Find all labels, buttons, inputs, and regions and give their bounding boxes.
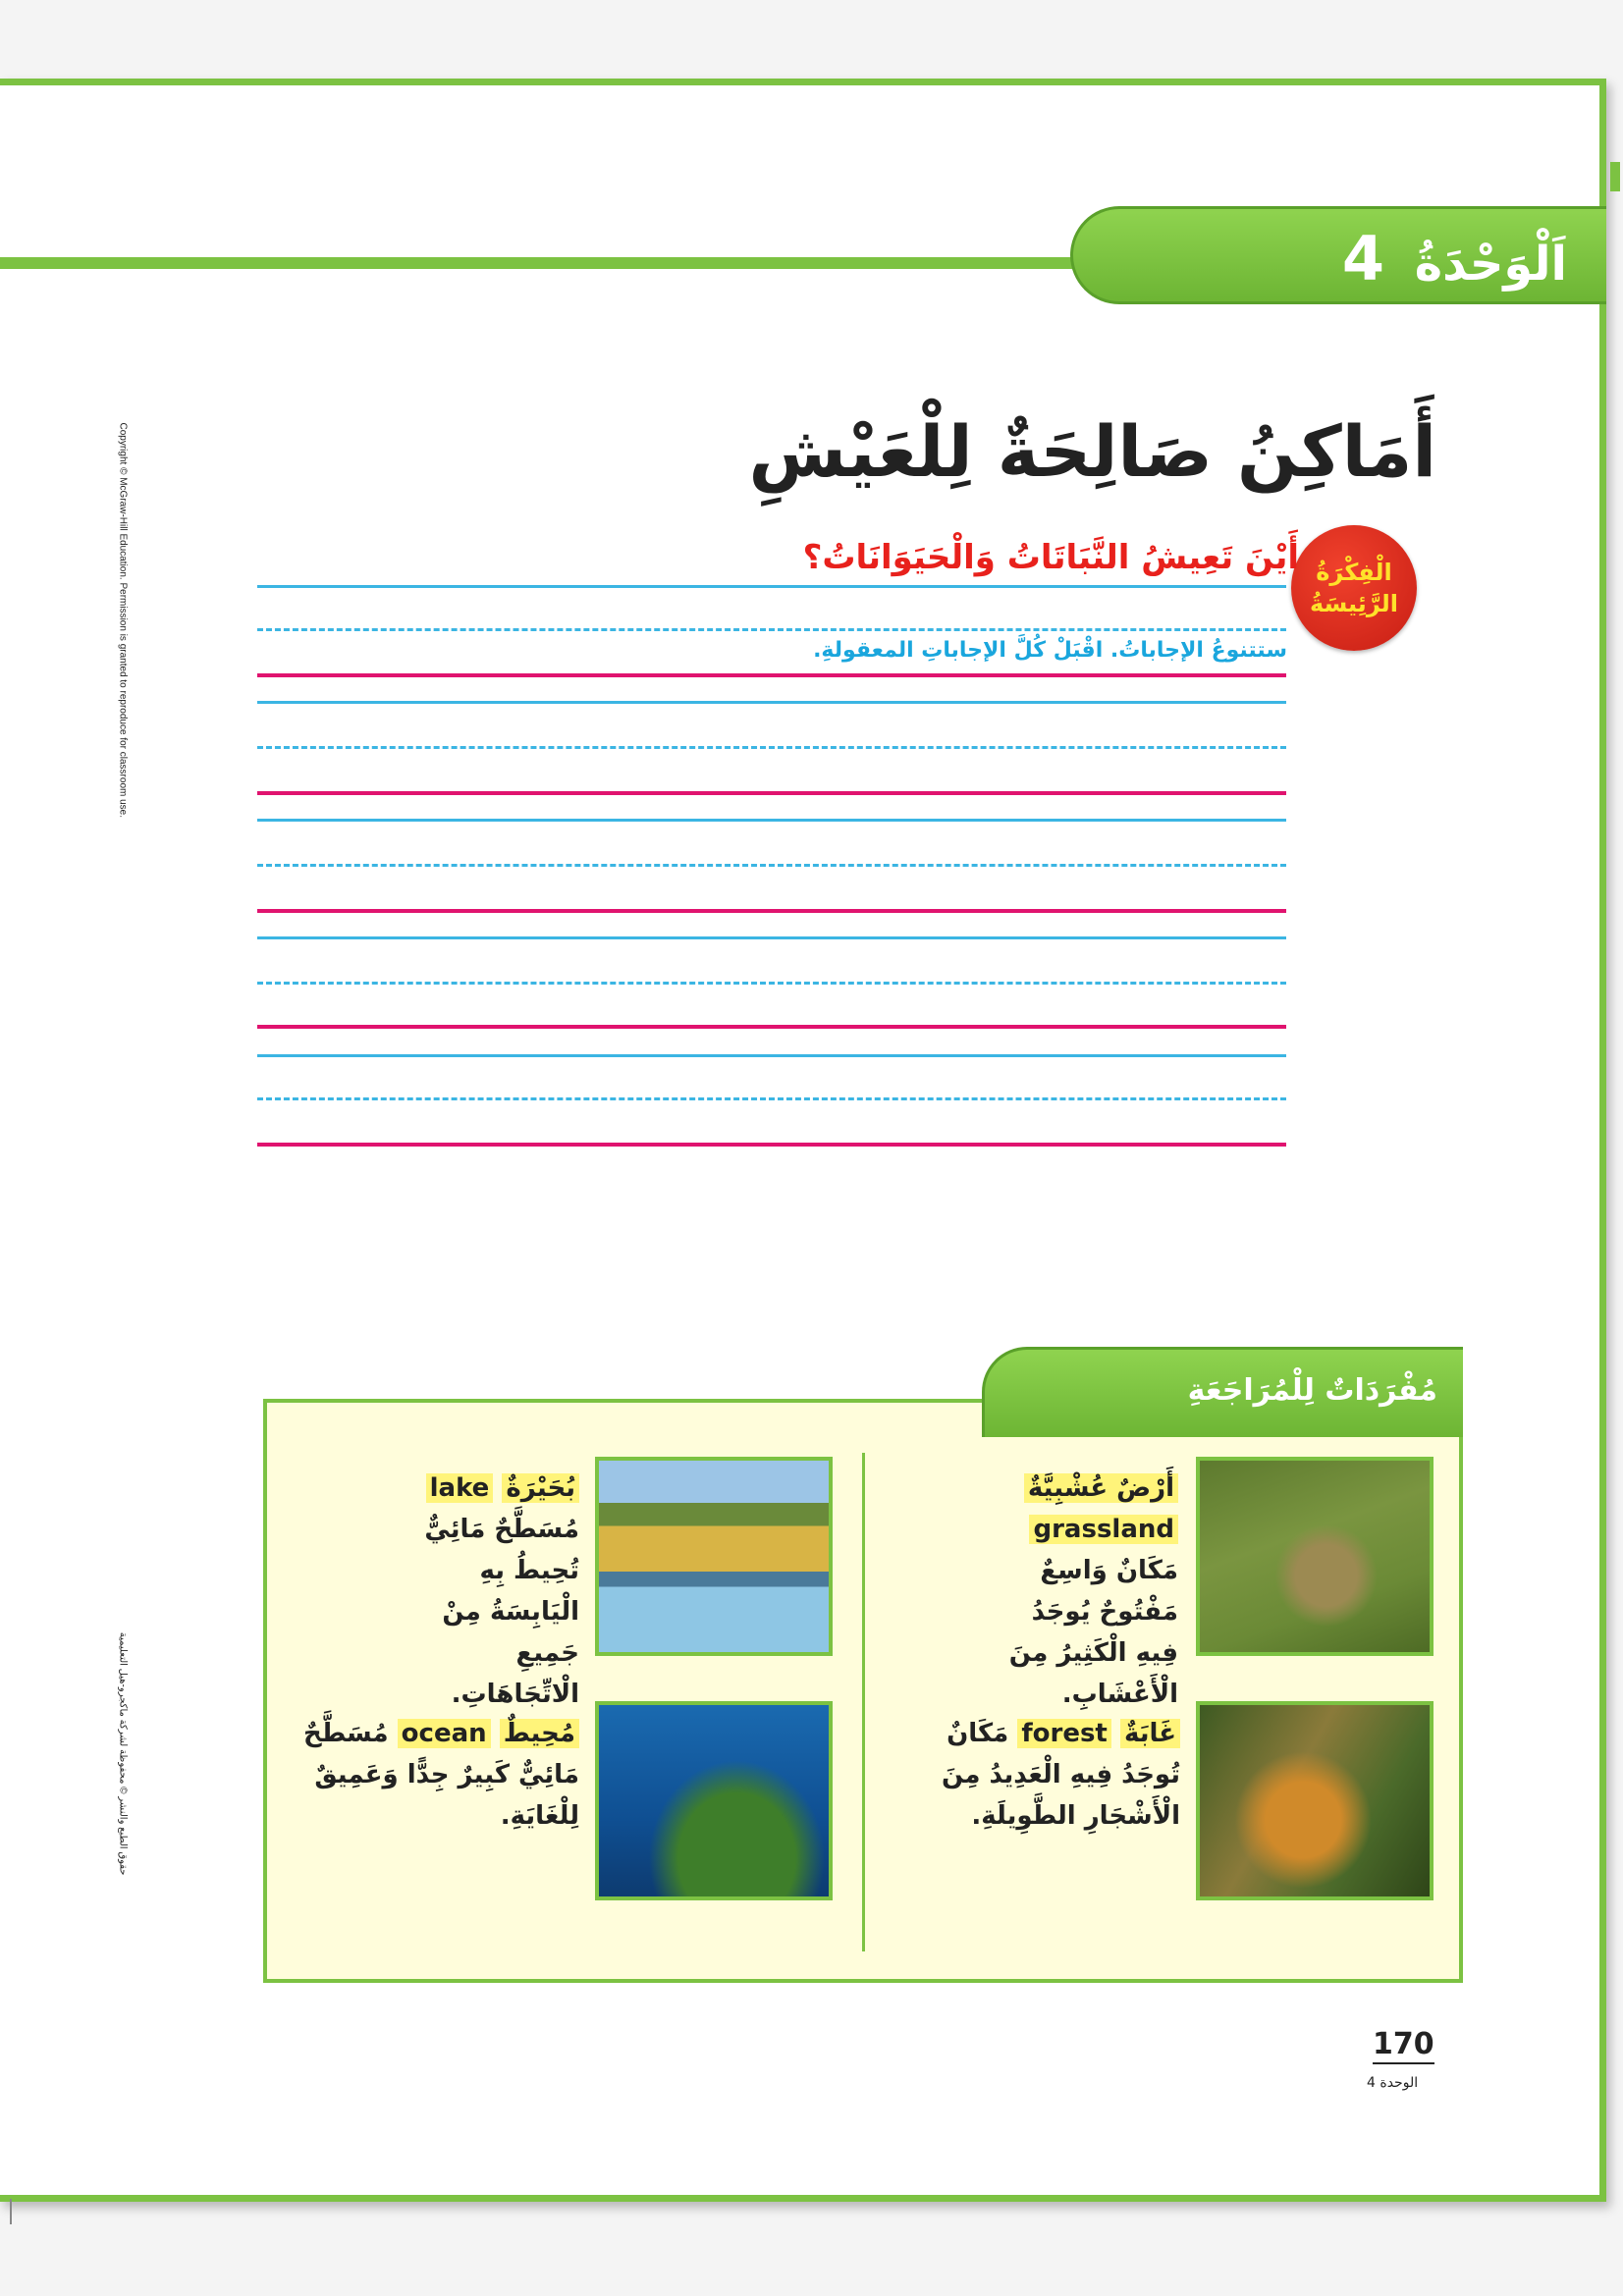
writing-line: [257, 1097, 1286, 1100]
writing-line: [257, 909, 1286, 913]
writing-line: [257, 1143, 1286, 1147]
vocab-heading: مُفْرَدَاتٌ لِلْمُرَاجَعَةِ: [1187, 1373, 1437, 1408]
unit-tab: [1070, 206, 1606, 304]
writing-line: [257, 936, 1286, 939]
term-ar: بُحَيْرَةٌ: [502, 1473, 579, 1503]
big-idea-question: أَيْنَ تَعِيشُ النَّبَاتَاتُ وَالْحَيَوَانَاتُ؟: [802, 538, 1299, 577]
page-title: أَمَاكِنُ صَالِحَةٌ لِلْعَيْشِ: [748, 410, 1436, 493]
writing-line: [257, 819, 1286, 822]
definition: مُسَطَّحٌ مَائِيٌّ تُحِيطُ بِهِ الْيَابِسَةُ مِنْ جَمِيعِ الْاتِّجَاهَاتِ.: [424, 1515, 579, 1709]
edge-mark: [1610, 162, 1620, 191]
term-ar: أَرْضٌ عُشْبِيَّةٌ: [1024, 1473, 1178, 1503]
vocab-item-ocean: [295, 1713, 579, 1837]
unit-heading: [1342, 223, 1567, 294]
vocab-item-lake: [393, 1468, 579, 1715]
grassland-image: [1196, 1457, 1434, 1656]
writing-line: [257, 1054, 1286, 1057]
unit-number: 4: [1341, 223, 1385, 294]
vocab-tab: [982, 1347, 1463, 1437]
writing-line: [257, 864, 1286, 867]
vocab-item-forest: [886, 1713, 1180, 1837]
definition: مَكَانٌ تُوجَدُ فِيهِ الْعَدِيدُ مِنَ الْأَشْجَارِ الطَّوِيلَةِ.: [941, 1719, 1180, 1831]
writing-line: [257, 701, 1286, 704]
term-ar: غَابَةٌ: [1120, 1719, 1180, 1748]
vertical-note-text: Copyright © McGraw-Hill Education. Permission is granted to reproduce for classroom use.: [117, 422, 129, 819]
big-idea-badge: [1291, 525, 1417, 651]
lake-image: [595, 1457, 833, 1656]
crop-mark: [10, 2199, 12, 2224]
term-en: ocean: [398, 1719, 491, 1748]
unit-label: اَلْوَحْدَةُ: [1414, 237, 1567, 292]
vertical-note-arabic: [108, 1374, 134, 1885]
forest-image: [1196, 1701, 1434, 1900]
term-en: forest: [1017, 1719, 1111, 1748]
writing-line: [257, 1025, 1286, 1029]
badge-line-2: الرَّئِيسَةُ: [1310, 590, 1398, 617]
badge-line-1: الْفِكْرَةُ: [1316, 559, 1392, 586]
ocean-image: [595, 1701, 833, 1900]
page-number: 170: [1373, 2027, 1434, 2064]
answer-note: ستتنوعُ الإجاباتُ. اقْبَلْ كُلَّ الإجاباتِ المعقولةِ.: [813, 638, 1287, 663]
vertical-note: [108, 422, 134, 1266]
writing-line: [257, 746, 1286, 749]
writing-line: [257, 982, 1286, 985]
term-en: lake: [426, 1473, 494, 1503]
writing-line: [257, 791, 1286, 795]
writing-line: [257, 628, 1286, 631]
page-footer: الوحدة 4: [1367, 2075, 1419, 2091]
vocab-item-grassland: [992, 1468, 1178, 1715]
term-ar: مُحِيطٌ: [500, 1719, 579, 1748]
writing-line: [257, 673, 1286, 677]
definition: مَكَانٌ وَاسِعٌ مَفْتُوحٌ يُوجَدُ فِيهِ الْكَثِيرُ مِنَ الْأَعْشَابِ.: [1008, 1556, 1178, 1709]
vertical-note-arabic-text: حقوق الطبع والنشر © محفوظة لشركة ماكجرو-هيل التعليمية: [117, 1631, 129, 1876]
writing-line: [257, 585, 1286, 588]
term-en: grassland: [1029, 1515, 1178, 1544]
header-rule: [0, 257, 1129, 269]
vocab-divider: [862, 1453, 865, 1951]
definition: مُسَطَّحٌ مَائِيٌّ كَبِيرٌ جِدًّا وَعَمِيقٌ لِلْغَايَةِ.: [302, 1719, 579, 1831]
